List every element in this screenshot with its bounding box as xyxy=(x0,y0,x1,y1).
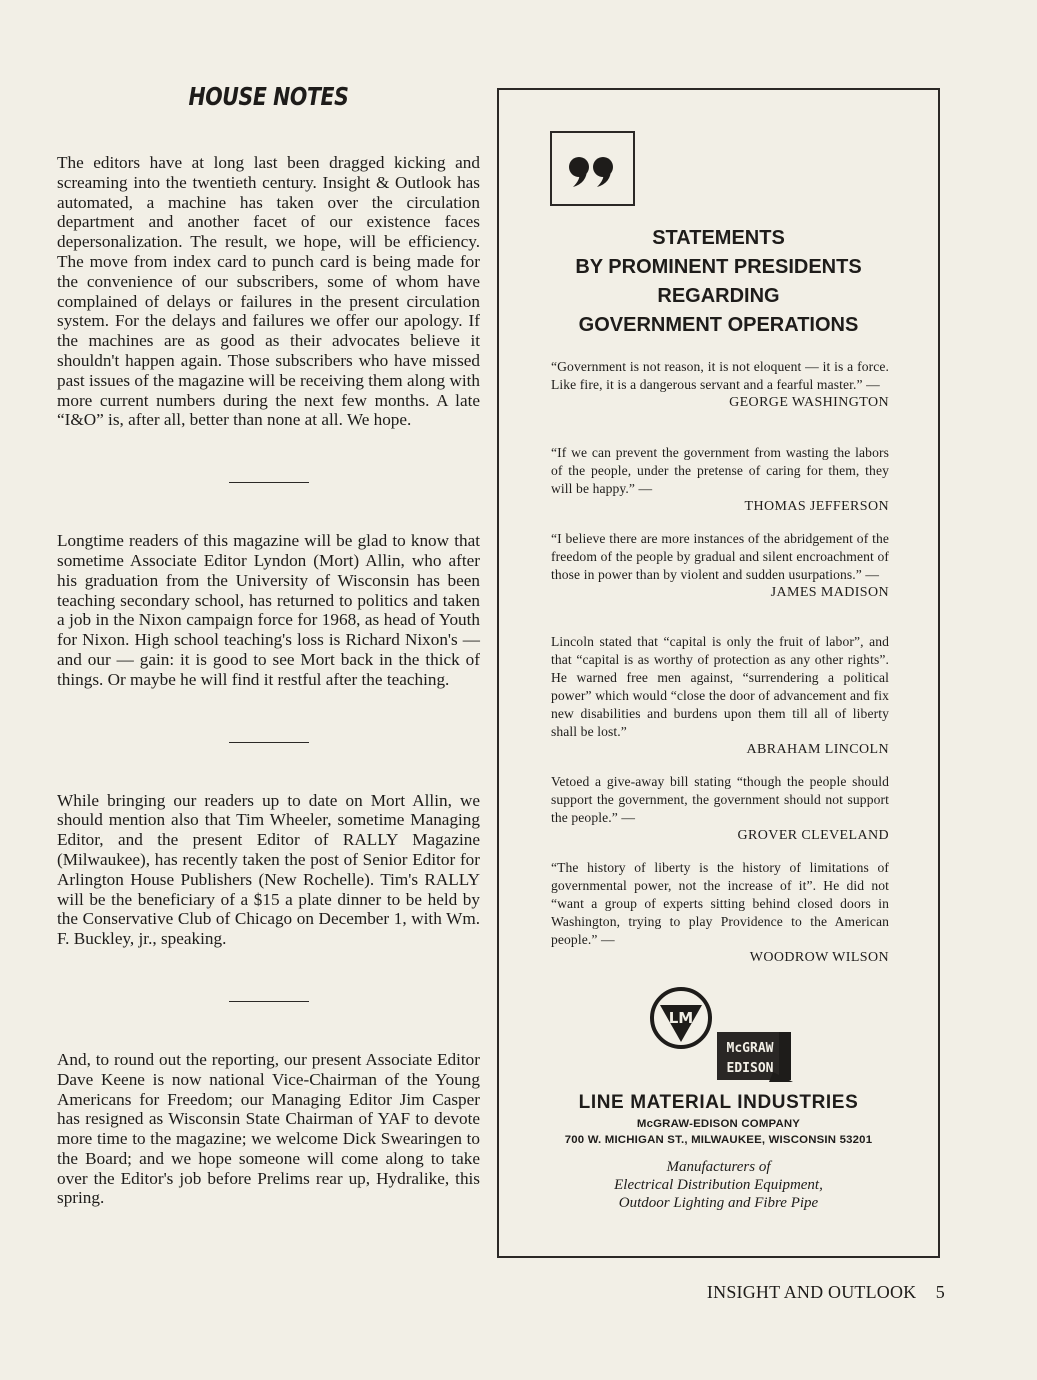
quote-washington xyxy=(551,358,889,412)
quote-author: WOODROW WILSON xyxy=(749,950,889,965)
quote-text: “The history of liberty is the history of limitations of governmental power, not the increase of it”. He did not “want a group of experts sitting behind closed doors in Washington, trying to play Providence to the American people.” — xyxy=(551,860,889,947)
quote-text: Vetoed a give-away bill stating “though the people should support the government, the government should not support the people.” — xyxy=(551,774,889,825)
house-notes-paragraph-2: Longtime readers of this magazine will be glad to know that sometime Associate Editor Lyndon (Mort) Allin, who after his graduation from the University of Wisconsin has been teaching secondary school, has returned to politics and taken a job in the Nixon campaign force for 1968, as head of Youth for Nixon. High school teaching's loss is Richard Nixon's — and our — gain: it is good to see Mort back in the thick of things. Or maybe he will find it restful after the teaching. xyxy=(57,531,480,689)
ad-heading-line-3: REGARDING xyxy=(657,285,780,307)
quote-wilson xyxy=(551,859,889,967)
quote-text: Lincoln stated that “capital is only the fruit of labor”, and that “capital is as worthy of protection as any other rights”. He warned free men against, “surrendering a political power” which would “close the door of advancement and fix new disabilities and burdens upon them till all of liberty shall be lost.” xyxy=(551,634,889,739)
quote-text: “I believe there are more instances of the abridgement of the freedom of the people by gradual and silent encroachment of those in power than by violent and sudden usurpations.” — xyxy=(551,531,889,582)
quote-author: GROVER CLEVELAND xyxy=(737,828,889,843)
ad-heading-line-1: STATEMENTS xyxy=(652,227,785,249)
house-notes-column xyxy=(57,82,480,1208)
quote-author: ABRAHAM LINCOLN xyxy=(746,742,889,757)
magazine-name: INSIGHT AND OUTLOOK xyxy=(706,1282,917,1302)
house-notes-title: HOUSE NOTES xyxy=(188,82,349,111)
quote-mark-icon xyxy=(565,147,621,191)
quote-author: THOMAS JEFFERSON xyxy=(744,499,889,514)
mcgraw-edison-logo xyxy=(717,1032,793,1082)
quote-text: “If we can prevent the government from wasting the labors of the people, under the pretense of caring for them, they will be happy.” — xyxy=(551,445,889,496)
page-number: 5 xyxy=(935,1282,945,1302)
lm-logo-text: LM xyxy=(668,1009,694,1027)
quote-jefferson xyxy=(551,444,889,516)
house-notes-paragraph-4: And, to round out the reporting, our present Associate Editor Dave Keene is now national Vice-Chairman of the Young Americans for Freedom; our Managing Editor Jim Casper has resigned as Wisconsin State Chairman of YAF to devote more time to the magazine; we welcome Dick Swearingen to the Board; and we hope someone will come along to take over the Editor's job before Prelims rear up, Hydralike, this spring. xyxy=(57,1049,480,1208)
house-notes-paragraph-3: While bringing our readers up to date on Mort Allin, we should mention also that Tim Wheeler, sometime Managing Editor, and the present Editor of RALLY Magazine (Milwaukee), has recently taken the post of Senior Editor for Arlington House Publishers (New Rochelle). Tim's RALLY will be the beneficiary of a $15 a plate dinner to be held by the Conservative Club of Chicago on December 1, with Wm. F. Buckley, jr., speaking. xyxy=(57,790,480,949)
quote-lincoln xyxy=(551,633,889,759)
ad-heading-line-2: BY PROMINENT PRESIDENTS xyxy=(575,256,862,278)
quote-mark-box xyxy=(550,131,635,206)
page-footer xyxy=(707,1282,945,1303)
company-desc-line-1: Manufacturers of xyxy=(666,1159,771,1175)
company-description xyxy=(499,1158,938,1212)
mcgraw-logo-line-2: EDISON xyxy=(726,1061,774,1076)
ad-heading-line-4: GOVERNMENT OPERATIONS xyxy=(578,314,859,336)
parent-company: McGRAW-EDISON COMPANY xyxy=(636,1118,801,1130)
ad-heading xyxy=(499,224,938,340)
mcgraw-logo-line-1: McGRAW xyxy=(726,1041,774,1056)
company-name: LINE MATERIAL INDUSTRIES xyxy=(578,1092,859,1113)
quote-cleveland xyxy=(551,773,889,845)
advertisement-box xyxy=(497,88,940,1258)
quote-madison xyxy=(551,530,889,602)
house-notes-paragraph-1: The editors have at long last been dragged kicking and screaming into the twentieth century. Insight & Outlook has automated, a machine has taken over the circulation department and another facet of our existence faces depersonalization. The result, we hope, will be efficiency. The move from index card to punch card is being made for the convenience of our subscribers, some of whom have complained of delays or failures in the present circulation system. For the delays and failures we offer our apology. If the machines are as good as their advocates believe it shouldn't happen again. Those subscribers who have missed past issues of the magazine will be receiving them along with more current numbers during the next few months. A late “I&O” is, after all, better than none at all. We hope. xyxy=(57,153,480,430)
quote-author: JAMES MADISON xyxy=(770,585,889,600)
mcgraw-edison-logo-icon xyxy=(717,1032,793,1082)
company-desc-line-2: Electrical Distribution Equipment, xyxy=(614,1177,823,1193)
company-address: 700 W. MICHIGAN ST., MILWAUKEE, WISCONSIN 53201 xyxy=(564,1134,873,1146)
lm-logo-icon xyxy=(649,986,713,1050)
company-desc-line-3: Outdoor Lighting and Fibre Pipe xyxy=(618,1195,819,1211)
quote-author: GEORGE WASHINGTON xyxy=(729,395,889,410)
quote-text: “Government is not reason, it is not eloquent — it is a force. Like fire, it is a dangerous servant and a fearful master.” — xyxy=(551,359,889,392)
